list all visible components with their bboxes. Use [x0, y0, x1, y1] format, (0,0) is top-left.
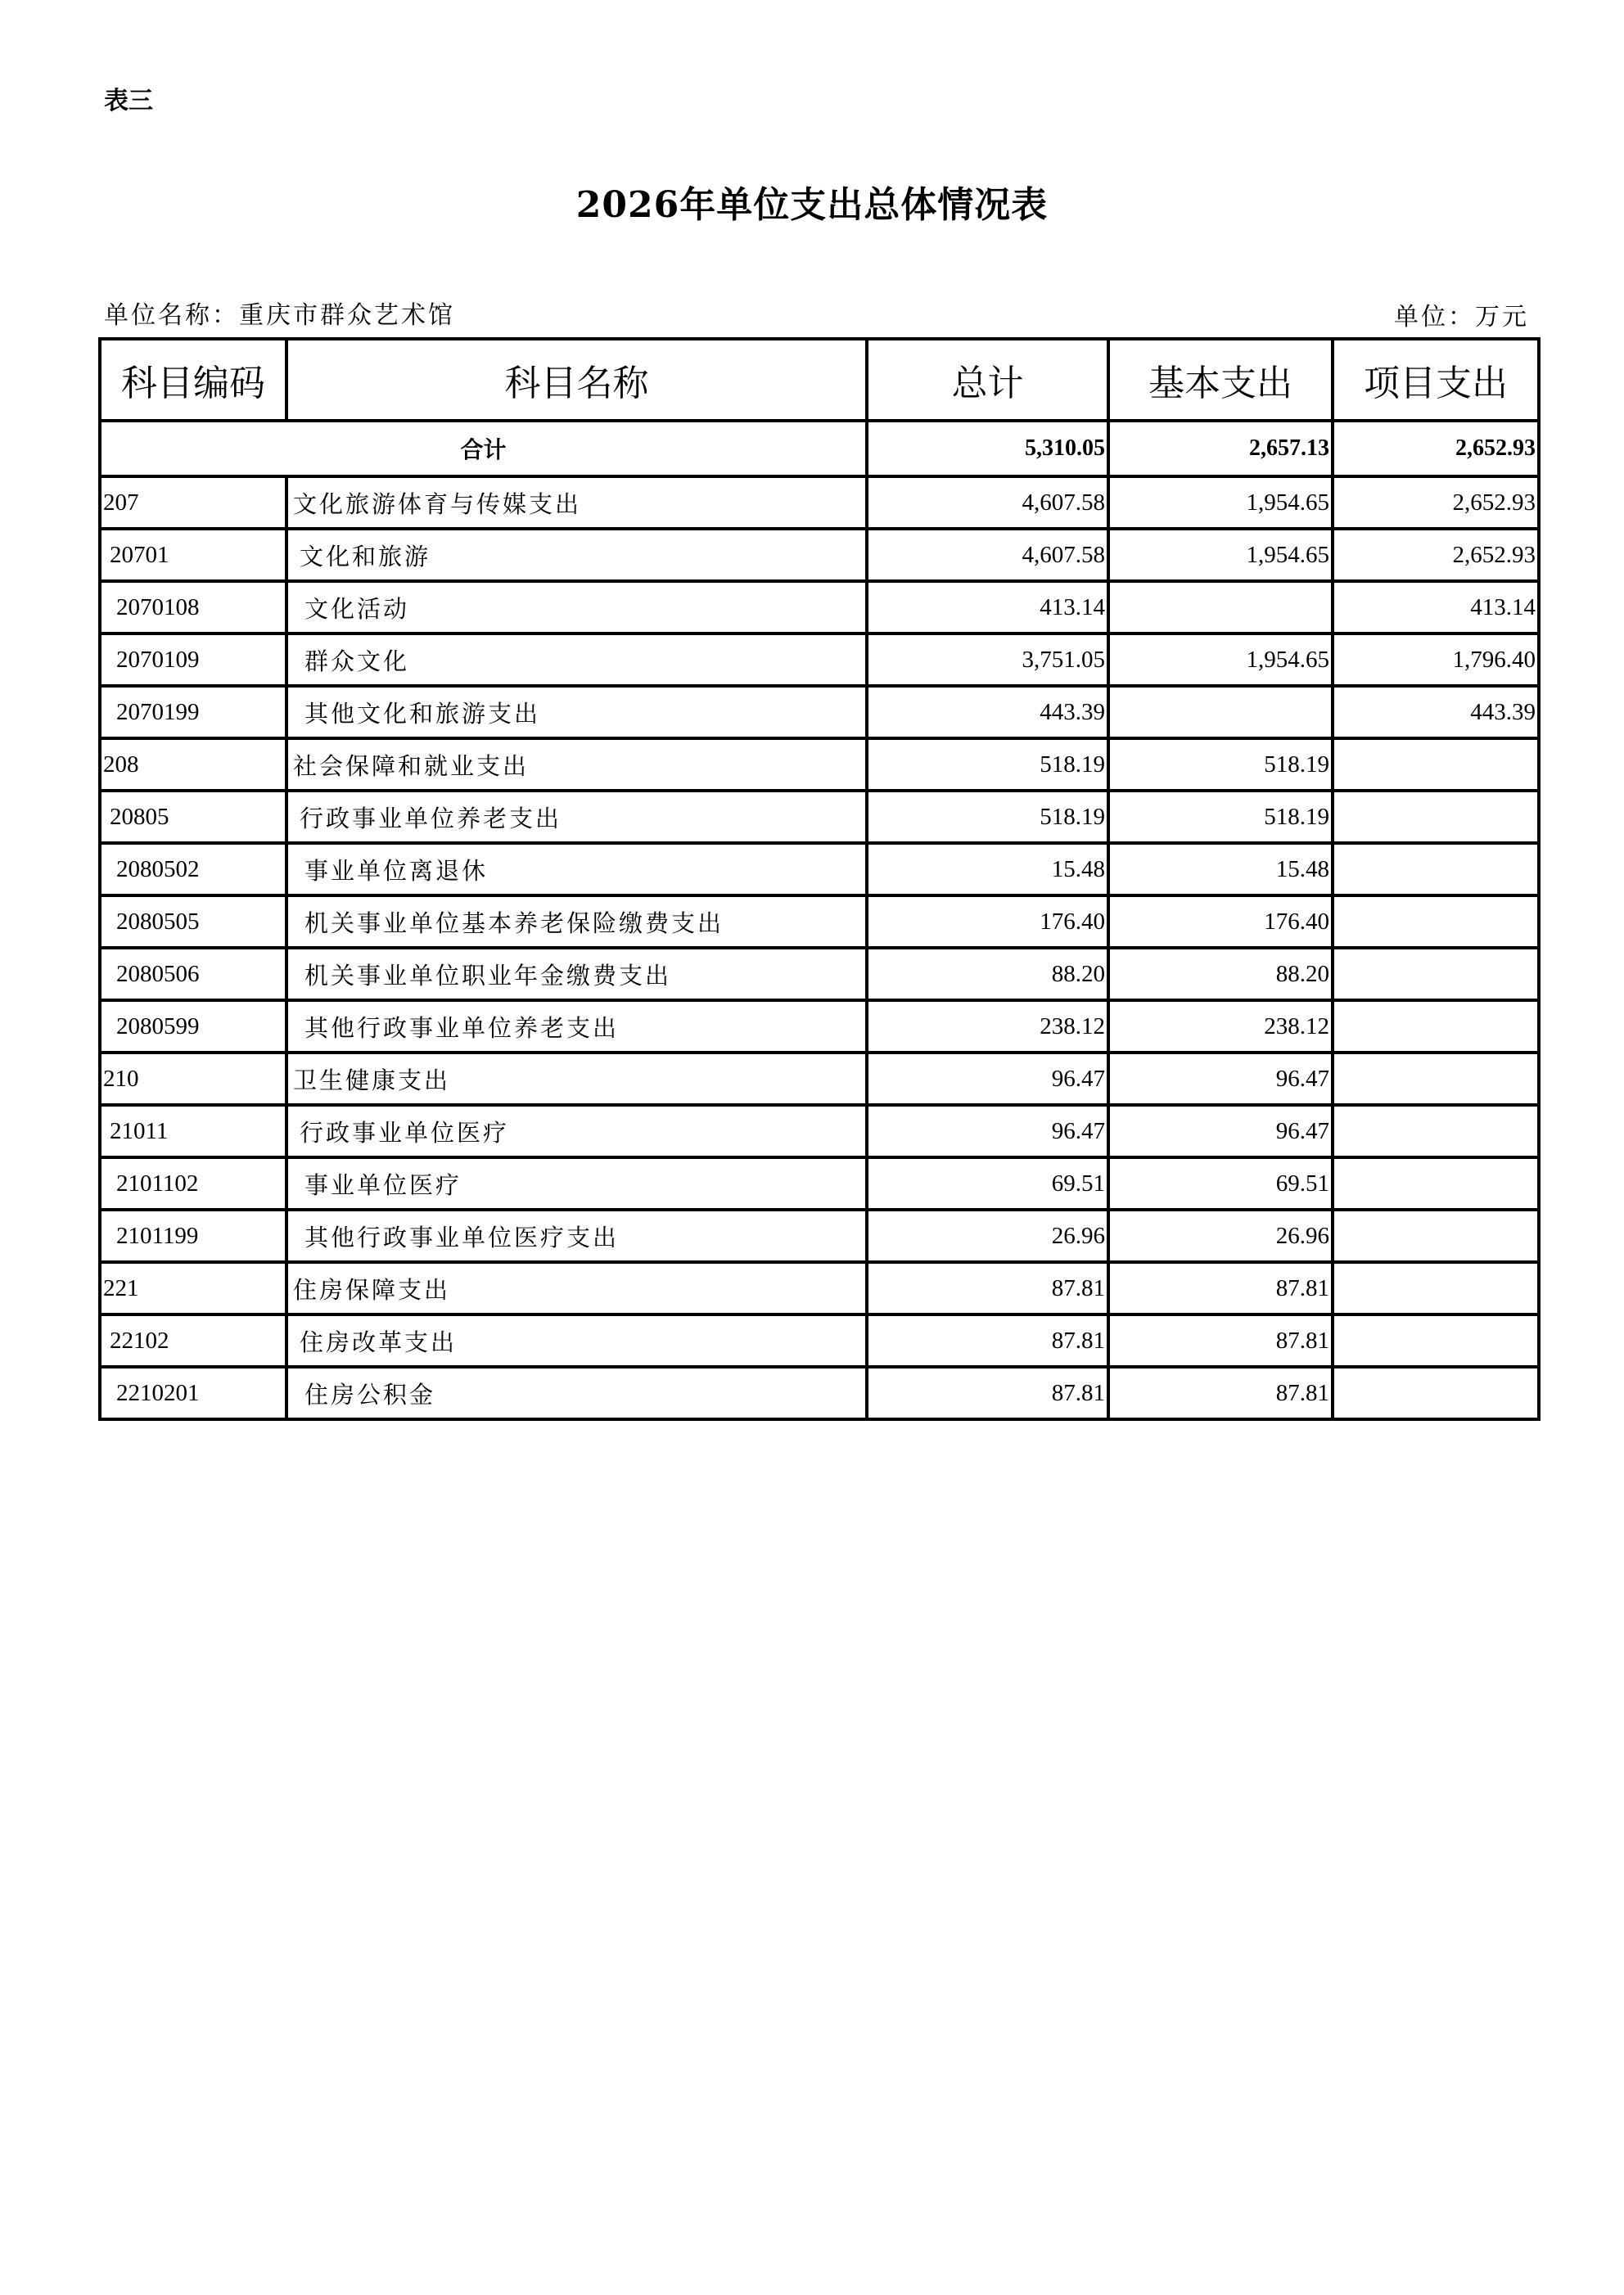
total-cell: 26.96 [867, 1210, 1108, 1262]
table-row [100, 948, 1539, 1000]
table-row [100, 843, 1539, 895]
unit-name-label: 单位名称：重庆市群众艺术馆 [104, 301, 455, 330]
total-cell: 15.48 [867, 843, 1108, 895]
code-cell: 208 [100, 738, 286, 791]
name-cell: 群众文化 [286, 633, 867, 686]
basic-cell: 26.96 [1108, 1210, 1333, 1262]
basic-cell: 1,954.65 [1108, 476, 1333, 529]
table-row [100, 1314, 1539, 1367]
project-cell: 2,652.93 [1333, 529, 1539, 581]
project-cell [1333, 738, 1539, 791]
code-cell: 221 [100, 1262, 286, 1314]
table-row [100, 791, 1539, 843]
currency-unit-label: 单位：万元 [1394, 303, 1529, 331]
basic-cell [1108, 581, 1333, 633]
basic-cell: 176.40 [1108, 895, 1333, 948]
table-row [100, 895, 1539, 948]
basic-cell: 87.81 [1108, 1262, 1333, 1314]
code-cell: 21011 [100, 1105, 286, 1157]
code-cell: 2101102 [100, 1157, 286, 1210]
table-row [100, 633, 1539, 686]
total-cell: 4,607.58 [867, 476, 1108, 529]
name-cell: 文化旅游体育与传媒支出 [286, 476, 867, 529]
code-cell: 207 [100, 476, 286, 529]
project-cell [1333, 1210, 1539, 1262]
basic-cell: 96.47 [1108, 1105, 1333, 1157]
total-cell: 88.20 [867, 948, 1108, 1000]
code-cell: 210 [100, 1053, 286, 1105]
project-cell: 2,652.93 [1333, 476, 1539, 529]
column-header-name: 科目名称 [286, 339, 867, 421]
table-row [100, 686, 1539, 738]
project-cell [1333, 1105, 1539, 1157]
code-cell: 2070109 [100, 633, 286, 686]
basic-cell: 518.19 [1108, 738, 1333, 791]
code-cell: 2101199 [100, 1210, 286, 1262]
total-label: 合计 [100, 421, 867, 476]
total-cell: 238.12 [867, 1000, 1108, 1053]
name-cell: 机关事业单位基本养老保险缴费支出 [286, 895, 867, 948]
column-header-basic: 基本支出 [1108, 339, 1333, 421]
table-row [100, 529, 1539, 581]
basic-cell: 96.47 [1108, 1053, 1333, 1105]
page-title: 2026年单位支出总体情况表 [575, 184, 1049, 226]
table-row [100, 581, 1539, 633]
project-cell [1333, 1000, 1539, 1053]
total-cell: 443.39 [867, 686, 1108, 738]
table-number-label: 表三 [104, 87, 153, 115]
code-cell: 20805 [100, 791, 286, 843]
name-cell: 事业单位医疗 [286, 1157, 867, 1210]
project-cell [1333, 1262, 1539, 1314]
table-row [100, 1367, 1539, 1419]
basic-cell: 88.20 [1108, 948, 1333, 1000]
project-cell [1333, 1314, 1539, 1367]
table-row [100, 1210, 1539, 1262]
name-cell: 文化活动 [286, 581, 867, 633]
total-cell: 413.14 [867, 581, 1108, 633]
project-cell [1333, 1157, 1539, 1210]
name-cell: 社会保障和就业支出 [286, 738, 867, 791]
code-cell: 2080506 [100, 948, 286, 1000]
column-header-project: 项目支出 [1333, 339, 1539, 421]
total-cell: 518.19 [867, 738, 1108, 791]
name-cell: 行政事业单位医疗 [286, 1105, 867, 1157]
column-header-total: 总计 [867, 339, 1108, 421]
total-cell: 3,751.05 [867, 633, 1108, 686]
project-cell: 1,796.40 [1333, 633, 1539, 686]
basic-cell: 87.81 [1108, 1367, 1333, 1419]
table-header-row [100, 339, 1539, 421]
name-cell: 行政事业单位养老支出 [286, 791, 867, 843]
table-row [100, 738, 1539, 791]
project-cell [1333, 1367, 1539, 1419]
table-row [100, 1105, 1539, 1157]
basic-cell: 69.51 [1108, 1157, 1333, 1210]
table-row [100, 476, 1539, 529]
total-cell: 69.51 [867, 1157, 1108, 1210]
project-cell: 443.39 [1333, 686, 1539, 738]
basic-cell [1108, 686, 1333, 738]
basic-cell: 15.48 [1108, 843, 1333, 895]
total-cell: 96.47 [867, 1053, 1108, 1105]
total-cell: 87.81 [867, 1367, 1108, 1419]
table-row [100, 1053, 1539, 1105]
total-project: 2,652.93 [1333, 421, 1539, 476]
project-cell [1333, 791, 1539, 843]
basic-cell: 518.19 [1108, 791, 1333, 843]
total-row [100, 421, 1539, 476]
project-cell [1333, 1053, 1539, 1105]
table-row [100, 1262, 1539, 1314]
code-cell: 2080599 [100, 1000, 286, 1053]
basic-cell: 1,954.65 [1108, 633, 1333, 686]
code-cell: 2080502 [100, 843, 286, 895]
name-cell: 住房保障支出 [286, 1262, 867, 1314]
project-cell: 413.14 [1333, 581, 1539, 633]
code-cell: 22102 [100, 1314, 286, 1367]
project-cell [1333, 948, 1539, 1000]
total-cell: 4,607.58 [867, 529, 1108, 581]
total-basic: 2,657.13 [1108, 421, 1333, 476]
name-cell: 其他行政事业单位医疗支出 [286, 1210, 867, 1262]
name-cell: 其他行政事业单位养老支出 [286, 1000, 867, 1053]
name-cell: 机关事业单位职业年金缴费支出 [286, 948, 867, 1000]
total-cell: 87.81 [867, 1314, 1108, 1367]
code-cell: 2210201 [100, 1367, 286, 1419]
total-cell: 176.40 [867, 895, 1108, 948]
total-cell: 87.81 [867, 1262, 1108, 1314]
total-cell: 96.47 [867, 1105, 1108, 1157]
code-cell: 2080505 [100, 895, 286, 948]
table-row [100, 1157, 1539, 1210]
name-cell: 卫生健康支出 [286, 1053, 867, 1105]
code-cell: 2070108 [100, 581, 286, 633]
name-cell: 事业单位离退休 [286, 843, 867, 895]
basic-cell: 238.12 [1108, 1000, 1333, 1053]
total-sum: 5,310.05 [867, 421, 1108, 476]
name-cell: 住房改革支出 [286, 1314, 867, 1367]
project-cell [1333, 895, 1539, 948]
name-cell: 文化和旅游 [286, 529, 867, 581]
name-cell: 住房公积金 [286, 1367, 867, 1419]
table-row [100, 1000, 1539, 1053]
column-header-code: 科目编码 [100, 339, 286, 421]
name-cell: 其他文化和旅游支出 [286, 686, 867, 738]
basic-cell: 1,954.65 [1108, 529, 1333, 581]
basic-cell: 87.81 [1108, 1314, 1333, 1367]
expenditure-table [98, 337, 1541, 1421]
total-cell: 518.19 [867, 791, 1108, 843]
code-cell: 20701 [100, 529, 286, 581]
project-cell [1333, 843, 1539, 895]
code-cell: 2070199 [100, 686, 286, 738]
